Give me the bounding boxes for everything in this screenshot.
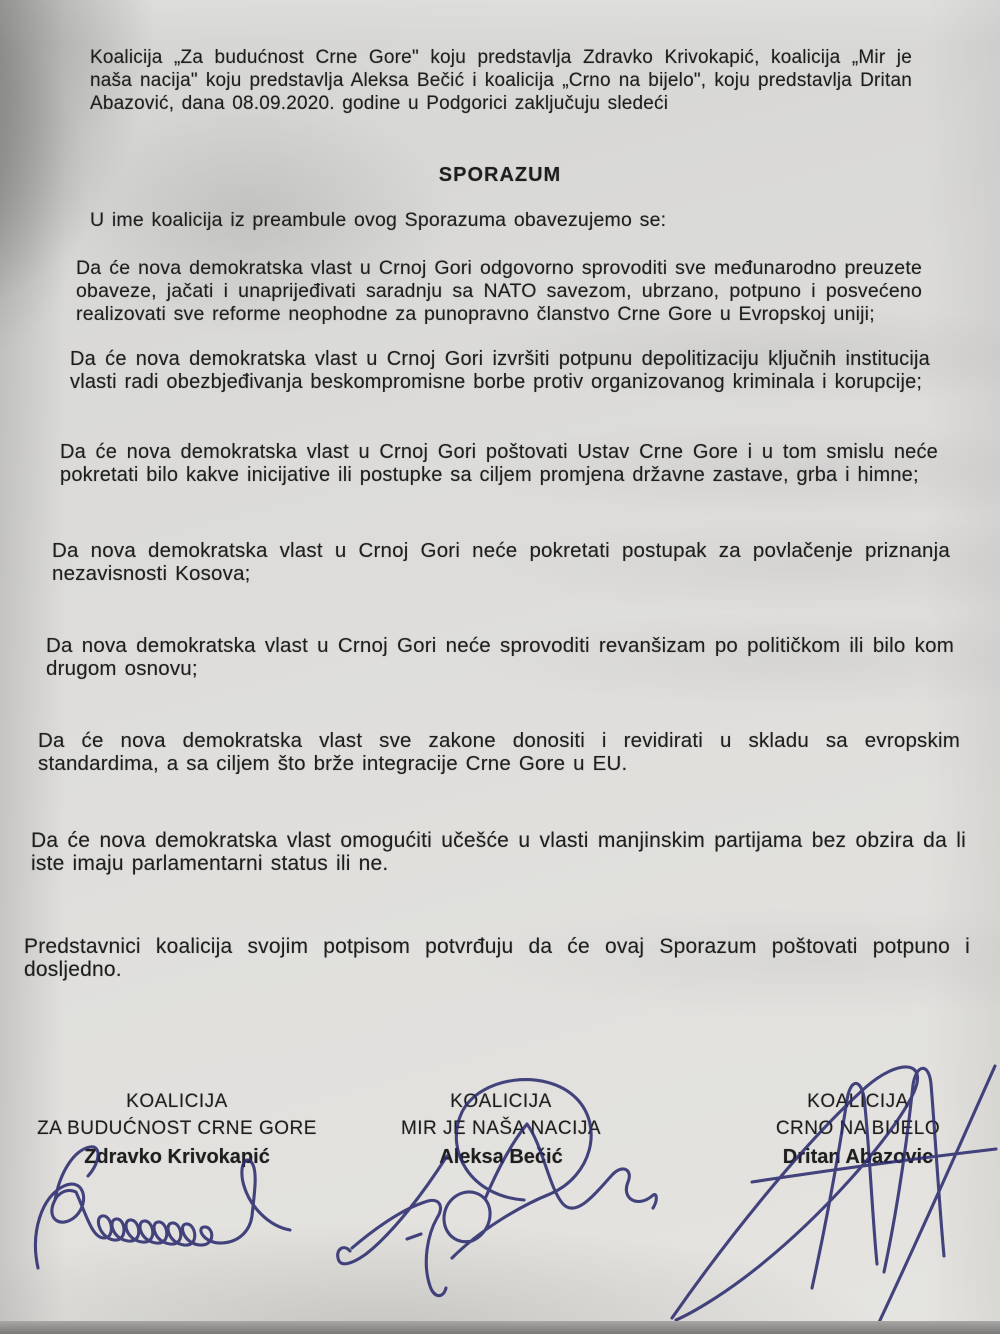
- clause-paragraph: Da će nova demokratska vlast omogućiti učešće u vlasti manjinskim partijama bez obzira da li iste imaju parlamentarni status ili ne.: [31, 829, 966, 875]
- coalition-name: CRNO NA BIJELO: [775, 1118, 941, 1139]
- intro-paragraph: U ime koalicija iz preambule ovog Sporazuma obavezujemo se:: [90, 209, 667, 231]
- signer-name: Zdravko Krivokapić: [84, 1146, 270, 1168]
- clause-paragraph: Da će nova demokratska vlast sve zakone donositi i revidirati u skladu sa evropskim standardima, a sa ciljem što brže integracije Crne Gore u EU.: [38, 729, 960, 775]
- signature-block-mir-je-nasa-nacija: [356, 1088, 646, 1171]
- signer-name: Dritan Abazovic: [782, 1146, 934, 1168]
- closing-paragraph: Predstavnici koalicija svojim potpisom potvrđuju da će ovaj Sporazum poštovati potpuno i dosljedno.: [24, 935, 970, 981]
- clause-paragraph: Da nova demokratska vlast u Crnoj Gori neće sprovoditi revanšizam po političkom ili bilo kom drugom osnovu;: [46, 634, 954, 680]
- coalition-name: MIR JE NAŠA NACIJA: [400, 1118, 602, 1139]
- signature-block-za-buducnost-crne-gore: [12, 1088, 342, 1171]
- preamble-paragraph: Koalicija „Za budućnost Crne Gore" koju predstavlja Zdravko Krivokapić, koalicija „Mir je naša nacija" koju predstavlja Aleksa Bečić i koalicija „Crno na bijelo", koju predstavlja Dritan Abazović, dana 08.09.2020. godine u Podgorici zaključuju sledeći: [90, 47, 912, 114]
- document-title: SPORAZUM: [438, 164, 562, 186]
- signer-name: Aleksa Bečić: [439, 1146, 563, 1168]
- signature-block-crno-na-bijelo: [712, 1088, 1000, 1171]
- coalition-label: KOALICIJA: [807, 1091, 909, 1112]
- clause-paragraph: Da će nova demokratska vlast u Crnoj Gori poštovati Ustav Crne Gore i u tom smislu neće pokretati bilo kakve inicijative ili postupke sa ciljem promjena državne zastave, grba i himne;: [60, 441, 938, 486]
- coalition-label: KOALICIJA: [126, 1091, 228, 1112]
- clause-paragraph: Da nova demokratska vlast u Crnoj Gori neće pokretati postupak za povlačenje priznanja nezavisnosti Kosova;: [52, 539, 950, 585]
- coalition-label: KOALICIJA: [450, 1091, 552, 1112]
- clause-paragraph: Da će nova demokratska vlast u Crnoj Gori odgovorno sprovoditi sve međunarodno preuzete obaveze, jačati i unaprijeđivati saradnju sa NATO savezom, ubrzano, potpuno i posvećeno realizovati sve reforme neophodne za punopravno članstvo Crne Gore u Evropskoj uniji;: [76, 257, 922, 325]
- coalition-name: ZA BUDUĆNOST CRNE GORE: [37, 1118, 317, 1139]
- photo-bottom-edge: [0, 1321, 1000, 1334]
- clause-paragraph: Da će nova demokratska vlast u Crnoj Gori izvršiti potpunu depolitizaciju ključnih institucija vlasti radi obezbjeđivanja beskompromisne borbe protiv organizovanog kriminala i korupcije;: [70, 348, 930, 393]
